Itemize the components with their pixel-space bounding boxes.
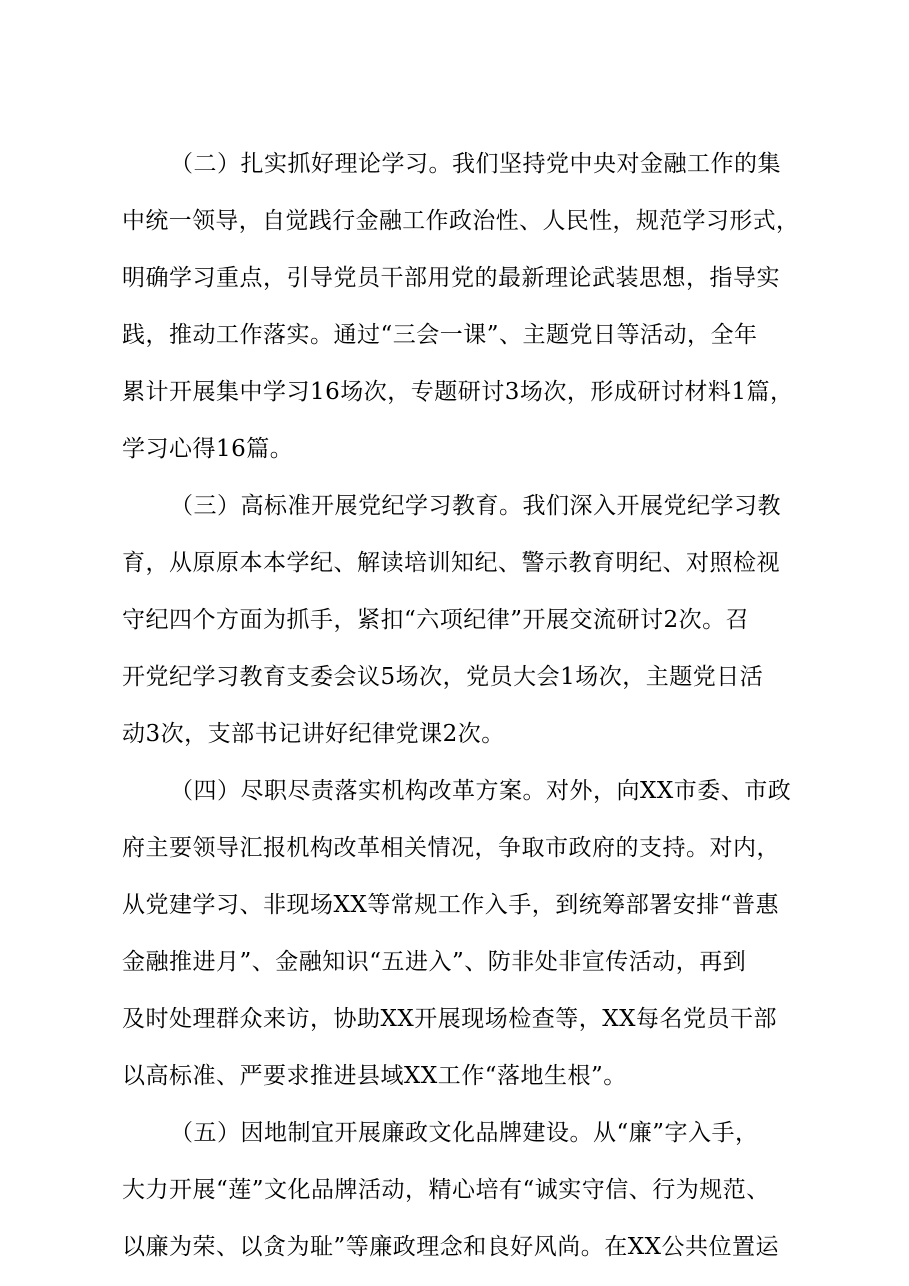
text-line: 动3次，支部书记讲好纪律党课2次。	[122, 721, 505, 747]
text-line: 累计开展集中学习16场次，专题研讨3场次，形成研讨材料1篇，	[122, 379, 794, 405]
text-line: （四）尽职尽责落实机构改革方案。对外，向XX市委、市政	[170, 778, 792, 804]
text-line: 中统一领导，自觉践行金融工作政治性、人民性，规范学习形式，	[122, 208, 800, 234]
text-line: 以廉为荣、以贪为耻”等廉政理念和良好风尚。在XX公共位置运	[122, 1234, 780, 1260]
text-line: （五）因地制宜开展廉政文化品牌建设。从“廉”字入手，	[170, 1120, 759, 1146]
text-line: （二）扎实抓好理论学习。我们坚持党中央对金融工作的集	[170, 151, 781, 177]
text-line: 守纪四个方面为抓手，紧扣“六项纪律”开展交流研讨2次。召	[122, 607, 750, 633]
text-line: 践，推动工作落实。通过“三会一课”、主题党日等活动，全年	[122, 322, 758, 348]
text-line: 金融推进月”、金融知识“五进入”、防非处非宣传活动，再到	[122, 949, 747, 975]
text-line: 大力开展“莲”文化品牌活动，精心培有“诚实守信、行为规范、	[122, 1177, 770, 1203]
text-line: 及时处理群众来访，协助XX开展现场检查等，XX每名党员干部	[122, 1006, 777, 1032]
text-line: 府主要领导汇报机构改革相关情况，争取市政府的支持。对内，	[122, 835, 780, 861]
text-line: 以高标准、严要求推进县域XX工作“落地生根”。	[122, 1063, 627, 1089]
text-line: 明确学习重点，引导党员干部用党的最新理论武装思想，指导实	[122, 265, 780, 291]
text-line: 从党建学习、非现场XX等常规工作入手，到统筹部署安排“普惠	[122, 892, 780, 918]
text-line: （三）高标准开展党纪学习教育。我们深入开展党纪学习教	[170, 493, 781, 519]
text-line: 开党纪学习教育支委会议5场次，党员大会1场次，主题党日活	[122, 664, 764, 690]
text-line: 学习心得16篇。	[122, 436, 294, 462]
text-line: 育，从原原本本学纪、解读培训知纪、警示教育明纪、对照检视	[122, 550, 780, 576]
